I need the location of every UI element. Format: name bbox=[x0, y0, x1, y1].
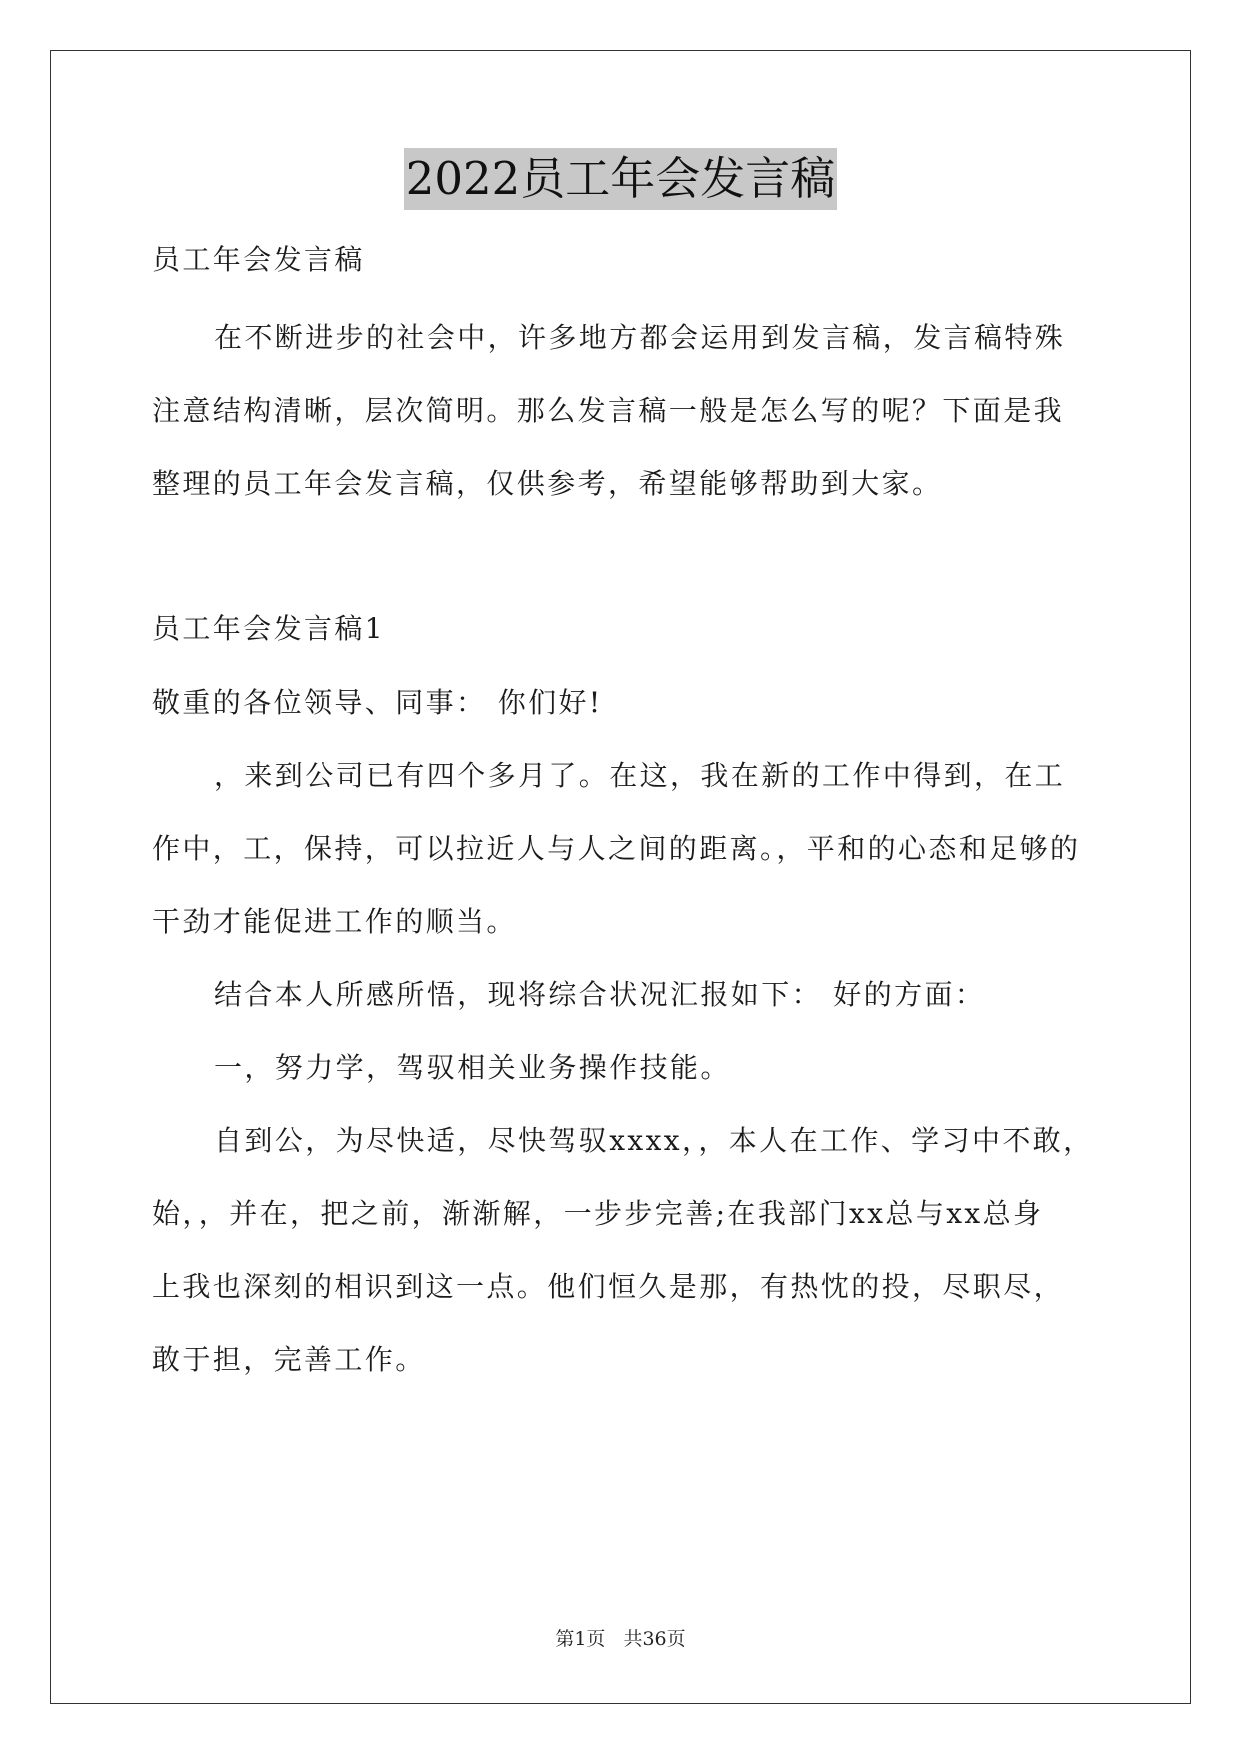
page-footer bbox=[0, 1624, 1241, 1651]
paragraph-line: 上我也深刻的相识到这一点。他们恒久是那，有热忱的投，尽职尽， bbox=[152, 1270, 1065, 1303]
paragraph-line: 注意结构清晰，层次简明。那么发言稿一般是怎么写的呢？下面是我 bbox=[152, 394, 1065, 427]
section-heading: 员工年会发言稿1 bbox=[152, 612, 386, 645]
paragraph-line: 一，努力学，驾驭相关业务操作技能。 bbox=[214, 1051, 731, 1084]
paragraph-line: 干劲才能促进工作的顺当。 bbox=[152, 905, 517, 938]
paragraph-line: 始，，并在，把之前，渐渐解，一步步完善;在我部门xx总与xx总身 bbox=[152, 1197, 1044, 1230]
paragraph-line: 整理的员工年会发言稿，仅供参考，希望能够帮助到大家。 bbox=[152, 467, 943, 500]
paragraph-line: ，来到公司已有四个多月了。在这，我在新的工作中得到，在工 bbox=[214, 759, 1066, 792]
paragraph-line: 自到公，为尽快适，尽快驾驭xxxx，，本人在工作、学习中不敢， bbox=[214, 1124, 1094, 1157]
salutation: 敬重的各位领导、同事： 你们好! bbox=[152, 686, 603, 719]
page-number: 第1页 bbox=[555, 1628, 606, 1650]
title-container bbox=[0, 148, 1241, 210]
paragraph-line: 作中，工，保持，可以拉近人与人之间的距离。，平和的心态和足够的 bbox=[152, 832, 1081, 865]
document-title: 2022员工年会发言稿 bbox=[404, 148, 838, 210]
doc-subtitle: 员工年会发言稿 bbox=[152, 243, 365, 276]
paragraph-line: 结合本人所感所悟，现将综合状况汇报如下： 好的方面： bbox=[214, 978, 986, 1011]
paragraph-line: 在不断进步的社会中，许多地方都会运用到发言稿，发言稿特殊 bbox=[214, 321, 1066, 354]
page-total: 共36页 bbox=[623, 1628, 686, 1650]
page-border bbox=[50, 50, 1191, 1704]
paragraph-line: 敢于担，完善工作。 bbox=[152, 1343, 426, 1376]
